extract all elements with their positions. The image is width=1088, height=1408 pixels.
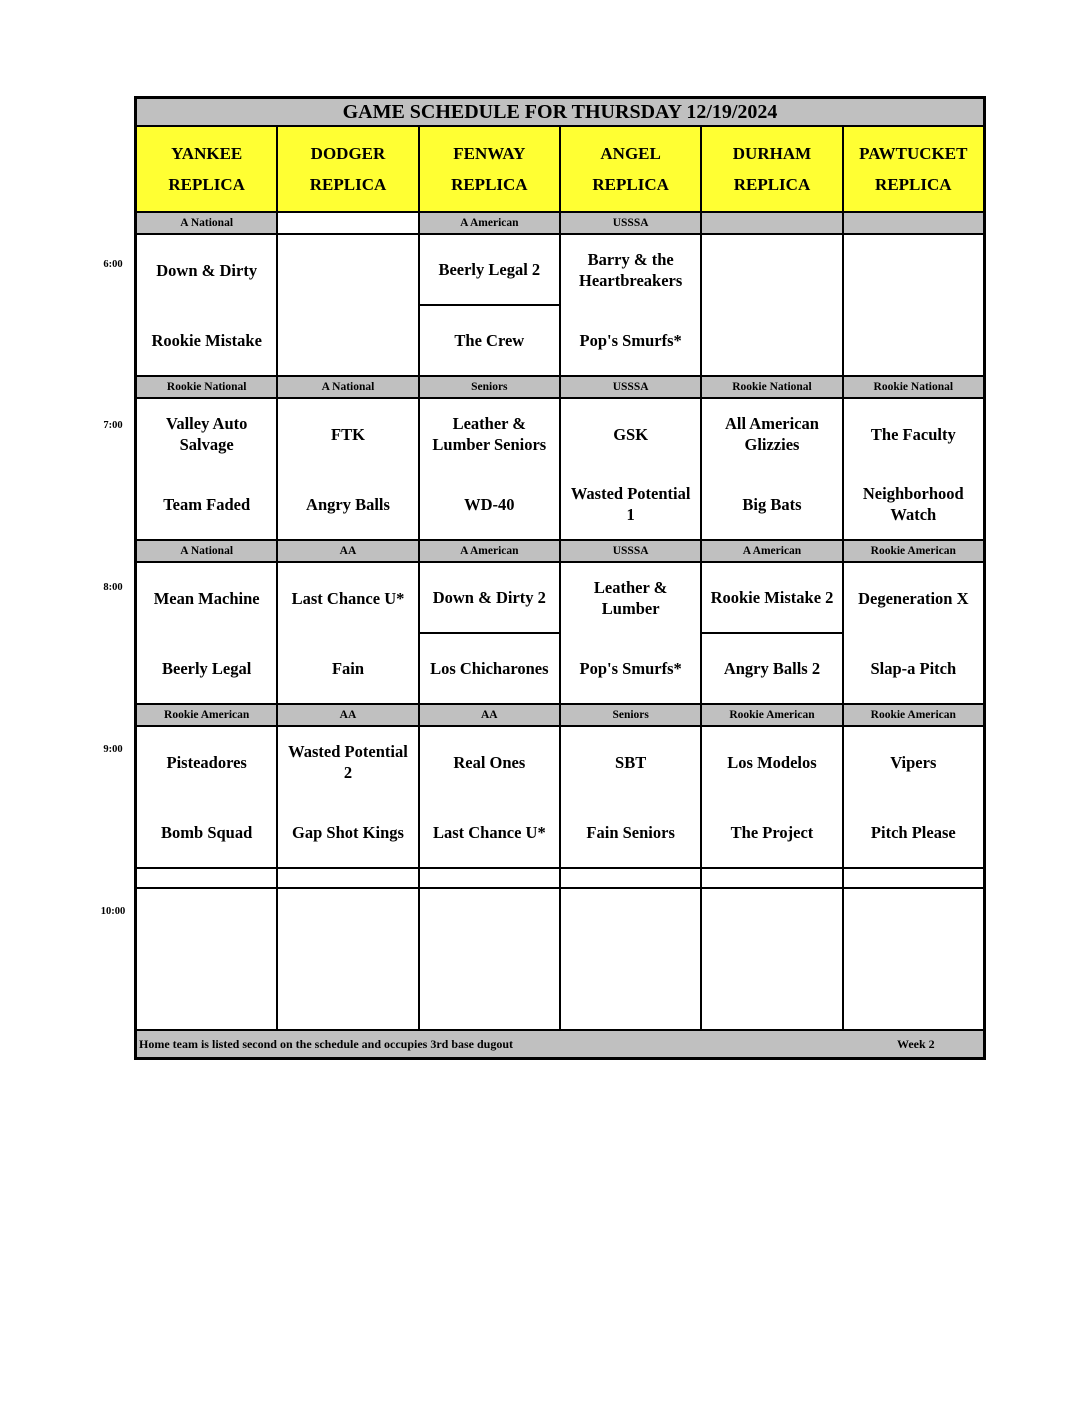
team-home (278, 959, 417, 1029)
slot-row-10 (137, 889, 983, 1031)
game-cell (278, 399, 419, 539)
game-cell (702, 563, 843, 703)
team-away: Down & Dirty 2 (420, 563, 559, 634)
game-cell (702, 399, 843, 539)
field-sub: REPLICA (309, 175, 387, 194)
field-header-row (137, 127, 983, 213)
division-row-10 (137, 869, 983, 889)
game-cell (844, 889, 983, 1029)
game-cell (561, 563, 702, 703)
team-home (844, 959, 983, 1029)
week-label: Week 2 (897, 1037, 935, 1051)
team-away: Los Modelos (727, 752, 817, 772)
division-label: A American (702, 541, 843, 561)
team-home: The Project (730, 822, 814, 842)
field-angel (561, 127, 702, 211)
team-away: Down & Dirty (156, 260, 258, 280)
game-cell (561, 399, 702, 539)
game-cell (561, 889, 702, 1029)
team-home (137, 959, 276, 1029)
team-away: Vipers (890, 752, 937, 772)
division-label: USSSA (561, 213, 702, 233)
team-home (561, 959, 700, 1029)
field-fenway (420, 127, 561, 211)
time-label: 9:00 (103, 744, 123, 755)
team-away: The Faculty (870, 424, 956, 444)
game-cell (420, 889, 561, 1029)
team-home: Fain (331, 658, 365, 678)
field-name: ANGEL (600, 144, 661, 163)
slot-row-7 (137, 399, 983, 541)
field-sub: REPLICA (875, 175, 952, 194)
game-cell (844, 727, 983, 867)
game-cell (844, 235, 983, 375)
division-label: Rookie American (844, 705, 983, 725)
game-cell (561, 235, 702, 375)
division-label (278, 869, 419, 887)
game-cell (137, 399, 278, 539)
division-row-8 (137, 541, 983, 563)
team-away (561, 889, 700, 959)
field-name: PAWTUCKET (859, 144, 968, 163)
slot-row-6 (137, 235, 983, 377)
division-row-6 (137, 213, 983, 235)
game-cell (137, 727, 278, 867)
field-sub: REPLICA (592, 175, 669, 194)
team-away (702, 889, 841, 959)
division-label: Rookie National (844, 377, 983, 397)
game-cell (137, 563, 278, 703)
team-home: Wasted Potential 1 (570, 484, 691, 524)
division-label: USSSA (561, 541, 702, 561)
team-home: Neighborhood Watch (862, 484, 964, 524)
division-label (702, 869, 843, 887)
game-cell (420, 399, 561, 539)
time-label: 6:00 (103, 259, 123, 270)
schedule-table (134, 96, 986, 1060)
game-cell (278, 563, 419, 703)
division-label (420, 869, 561, 887)
team-away: Wasted Potential 2 (288, 742, 408, 782)
team-home: Bomb Squad (161, 822, 253, 842)
team-away: Rookie Mistake 2 (702, 563, 841, 634)
division-label (844, 869, 983, 887)
field-pawtucket (844, 127, 983, 211)
game-cell (702, 235, 843, 375)
team-home (420, 959, 559, 1029)
time-label: 7:00 (103, 420, 123, 431)
team-home: Pop's Smurfs* (579, 330, 682, 350)
division-label: A National (137, 213, 278, 233)
game-cell (844, 563, 983, 703)
division-label: AA (278, 541, 419, 561)
game-cell (420, 727, 561, 867)
time-label: 10:00 (100, 906, 126, 917)
field-durham (702, 127, 843, 211)
field-name: DURHAM (732, 144, 812, 163)
team-away: All American Glizzies (725, 414, 819, 454)
team-home: Rookie Mistake (151, 330, 262, 350)
team-away (702, 235, 841, 305)
team-away (137, 889, 276, 959)
team-away: Barry & the Heartbreakers (579, 250, 683, 290)
slot-row-9 (137, 727, 983, 869)
slot-row-8 (137, 563, 983, 705)
field-sub: REPLICA (733, 175, 811, 194)
division-label (278, 213, 419, 233)
team-home (278, 305, 417, 375)
team-away: Mean Machine (153, 588, 260, 608)
team-away: Leather & Lumber (593, 578, 668, 618)
game-cell (561, 727, 702, 867)
team-home: Angry Balls 2 (723, 659, 821, 678)
division-label: AA (278, 705, 419, 725)
team-away: SBT (615, 752, 647, 772)
division-label: Seniors (561, 705, 702, 725)
field-name: FENWAY (453, 144, 526, 163)
team-home (702, 305, 841, 375)
team-away (278, 889, 417, 959)
division-label: Rookie American (702, 705, 843, 725)
team-home: Big Bats (742, 494, 802, 514)
game-cell (278, 727, 419, 867)
team-home: Pop's Smurfs* (579, 658, 682, 678)
game-cell (844, 399, 983, 539)
division-label: A American (420, 541, 561, 561)
game-cell (702, 889, 843, 1029)
team-home: Team Faded (163, 494, 251, 514)
division-label: A National (137, 541, 278, 561)
team-home: Fain Seniors (586, 822, 675, 842)
division-label (137, 869, 278, 887)
team-away: Beerly Legal 2 (420, 235, 559, 306)
team-home: Los Chicharones (430, 659, 549, 678)
team-home: The Crew (454, 331, 525, 350)
team-away (420, 889, 559, 959)
field-dodger (278, 127, 419, 211)
field-sub: REPLICA (451, 175, 528, 194)
team-away: Leather & Lumber Seniors (432, 414, 547, 454)
team-away (278, 235, 417, 305)
schedule-title: GAME SCHEDULE FOR THURSDAY 12/19/2024 (137, 99, 983, 127)
team-home: Beerly Legal (161, 658, 252, 678)
division-label: AA (420, 705, 561, 725)
team-home: Last Chance U* (432, 822, 546, 842)
game-cell (137, 889, 278, 1029)
division-label: Rookie National (702, 377, 843, 397)
time-label: 8:00 (103, 582, 123, 593)
footer-bar (137, 1031, 983, 1057)
team-home: Slap-a Pitch (870, 658, 957, 678)
division-label (702, 213, 843, 233)
game-cell (278, 889, 419, 1029)
division-label: A National (278, 377, 419, 397)
division-label: Rookie American (137, 705, 278, 725)
field-sub: REPLICA (168, 175, 245, 194)
division-label: Seniors (420, 377, 561, 397)
game-cell (420, 235, 561, 375)
team-away (844, 889, 983, 959)
division-label (844, 213, 983, 233)
field-yankee (137, 127, 278, 211)
team-away: Pisteadores (166, 752, 247, 772)
division-row-7 (137, 377, 983, 399)
team-home (702, 959, 841, 1029)
team-home: Angry Balls (306, 494, 390, 514)
field-name: DODGER (310, 144, 386, 163)
division-label (561, 869, 702, 887)
team-away: GSK (613, 424, 649, 444)
team-home: Pitch Please (870, 822, 956, 842)
field-name: YANKEE (171, 144, 243, 163)
team-home (844, 305, 983, 375)
division-row-9 (137, 705, 983, 727)
team-away: Last Chance U* (291, 588, 405, 608)
team-home: Gap Shot Kings (292, 822, 404, 842)
game-cell (137, 235, 278, 375)
game-cell (702, 727, 843, 867)
game-cell (420, 563, 561, 703)
team-home: WD-40 (464, 494, 515, 514)
team-away: Valley Auto Salvage (165, 414, 248, 454)
home-team-note: Home team is listed second on the schedule and occupies 3rd base dugout (139, 1037, 514, 1051)
team-away (844, 235, 983, 305)
division-label: Rookie National (137, 377, 278, 397)
team-away: Degeneration X (858, 588, 969, 608)
team-away: FTK (331, 424, 365, 444)
division-label: A American (420, 213, 561, 233)
division-label: USSSA (561, 377, 702, 397)
team-away: Real Ones (453, 752, 526, 772)
division-label: Rookie American (844, 541, 983, 561)
game-cell (278, 235, 419, 375)
